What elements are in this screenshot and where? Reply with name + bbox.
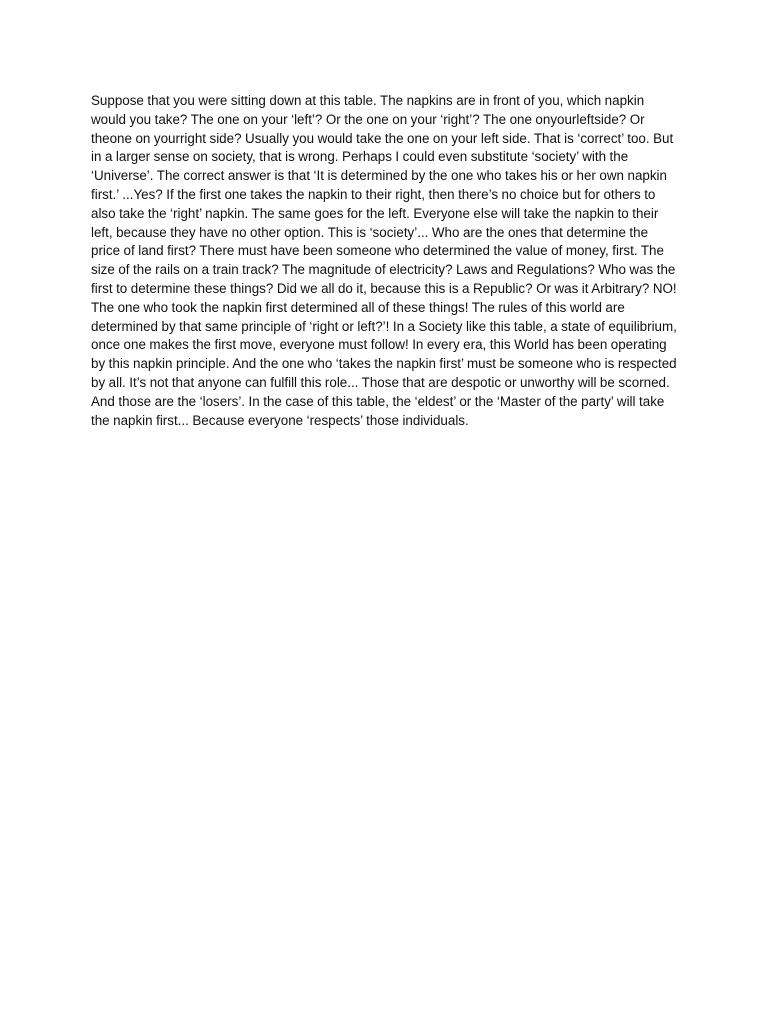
- body-paragraph: Suppose that you were sitting down at this table. The napkins are in front of you, which napkin would you take? The one on your ‘left’? Or the one on your ‘right’? The one onyourleftside? Or theone on yourright side? Usually you would take the one on your left side. That is ‘correct’ too. But in a larger sense on society, that is wrong. Perhaps I could even substitute ‘society’ with the ‘Universe’. The correct answer is that ‘It is determined by the one who takes his or her own napkin first.’ ...Yes? If the first one takes the napkin to their right, then there’s no choice but for others to also take the ‘right’ napkin. The same goes for the left. Everyone else will take the napkin to their left, because they have no other option. This is ‘society’... Who are the ones that determine the price of land first? There must have been someone who determined the value of money, first. The size of the rails on a train track? The magnitude of electricity? Laws and Regulations? Who was the first to determine these things? Did we all do it, because this is a Republic? Or was it Arbitrary? NO! The one who took the napkin first determined all of these things! The rules of this world are determined by that same principle of ‘right or left?’! In a Society like this table, a state of equilibrium, once one makes the first move, everyone must follow! In every era, this World has been operating by this napkin principle. And the one who ‘takes the napkin first’ must be someone who is respected by all. It’s not that anyone can fulfill this role... Those that are despotic or unworthy will be scorned. And those are the ‘losers’. In the case of this table, the ‘eldest’ or the ‘Master of the party’ will take the napkin first... Because everyone ‘respects’ those individuals.: [91, 93, 677, 428]
